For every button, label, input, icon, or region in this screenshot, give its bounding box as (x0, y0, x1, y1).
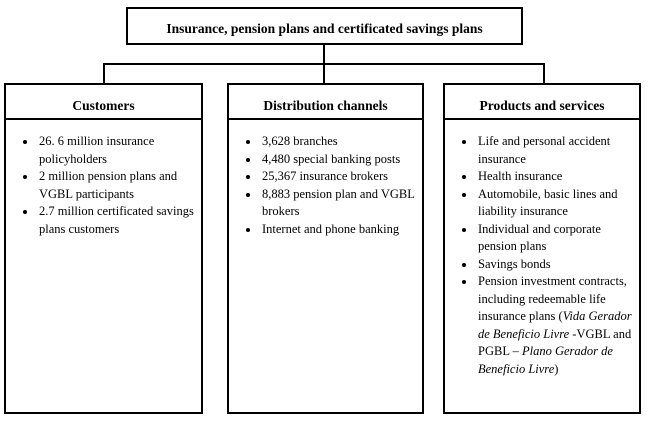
distribution-channels-box (227, 83, 424, 414)
products-and-services-box (443, 83, 641, 414)
products-and-services-list (445, 133, 637, 378)
list-item: • Health insurance (476, 168, 637, 186)
customers-box (4, 83, 203, 414)
list-item: • Savings bonds (476, 256, 637, 274)
list-item: • Individual and corporate pension plans (476, 221, 637, 256)
customers-list (6, 133, 199, 238)
list-item: • 4,480 special banking posts (260, 151, 420, 169)
products-and-services-header: Products and services (445, 85, 639, 120)
list-item: • 8,883 pension plan and VGBL brokers (260, 186, 420, 221)
list-item: • 2.7 million certificated savings plans customers (37, 203, 199, 238)
list-item: • 3,628 branches (260, 133, 420, 151)
list-item: • Pension investment contracts, including redeemable life insurance plans (Vida Gerador de Beneficio Livre -VGBL and PGBL – Plano Gerador de Beneficio Livre) (476, 273, 637, 378)
list-item: • Automobile, basic lines and liability insurance (476, 186, 637, 221)
root-node-label: Insurance, pension plans and certificated savings plans (166, 21, 483, 36)
connector-left-drop (103, 63, 105, 83)
list-item: • Life and personal accident insurance (476, 133, 637, 168)
list-item: • 26. 6 million insurance policyholders (37, 133, 199, 168)
distribution-channels-list (229, 133, 420, 238)
list-item: • 25,367 insurance brokers (260, 168, 420, 186)
customers-header: Customers (6, 85, 201, 120)
list-item: • Internet and phone banking (260, 221, 420, 239)
connector-center-drop (323, 43, 325, 83)
connector-right-drop (543, 63, 545, 83)
root-node (126, 7, 523, 45)
list-item: • 2 million pension plans and VGBL participants (37, 168, 199, 203)
distribution-channels-header: Distribution channels (229, 85, 422, 120)
